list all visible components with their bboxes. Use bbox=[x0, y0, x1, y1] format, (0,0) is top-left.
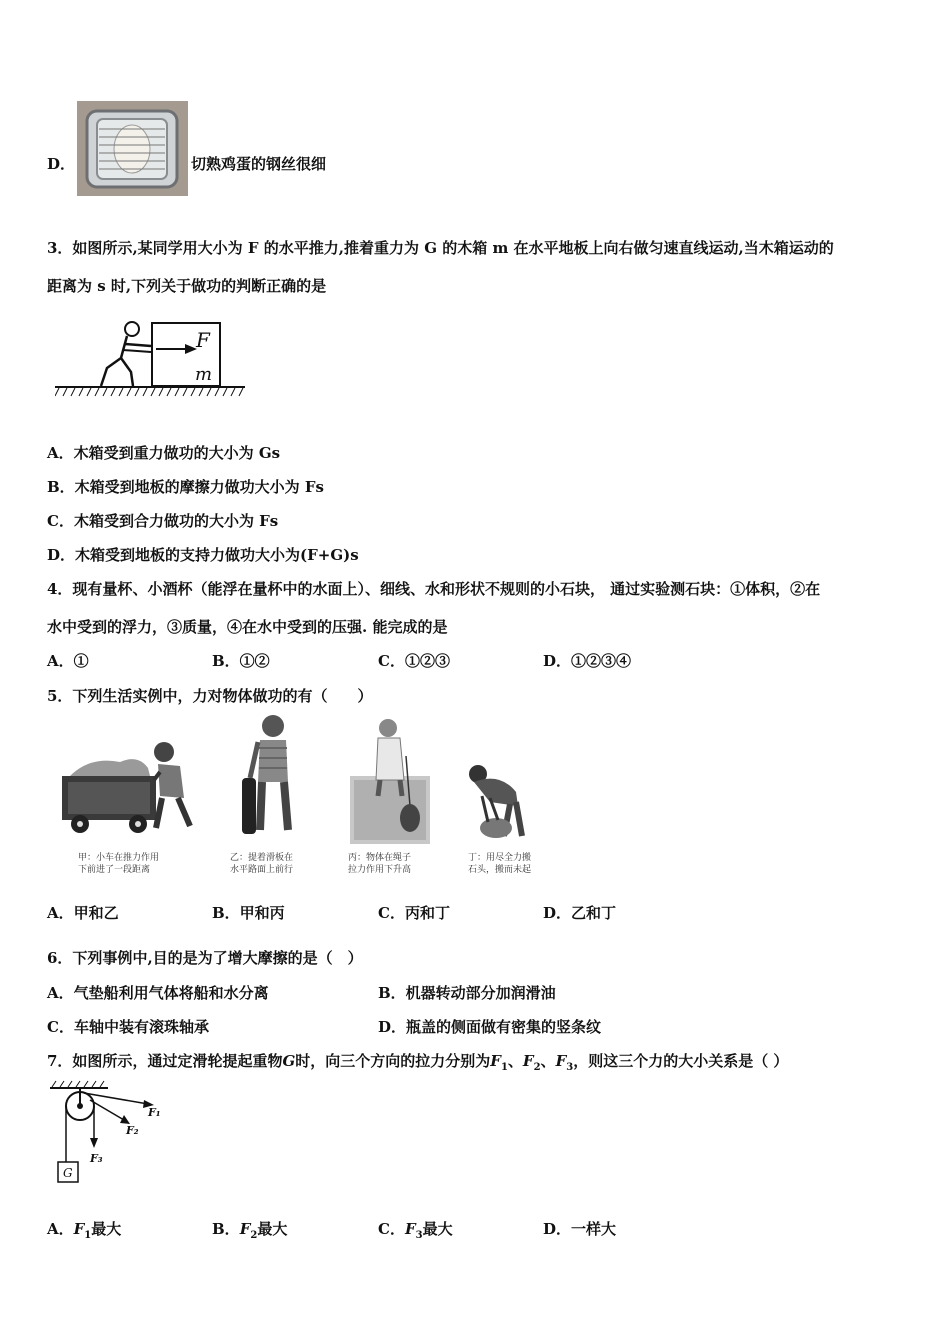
caption-ding: 丁：用尽全力搬 石头，搬而未起 bbox=[468, 853, 532, 875]
q5-option-d: D．乙和丁 bbox=[543, 904, 617, 922]
q4-option-c: C．①②③ bbox=[378, 652, 450, 670]
caption-bing: 丙：物体在绳子 拉力作用下升高 bbox=[348, 853, 412, 875]
pulley-figure bbox=[44, 1078, 174, 1190]
fig-weight-label: G bbox=[63, 1166, 73, 1180]
fig-force-label: F bbox=[196, 328, 210, 352]
fig-f2-label: F₂ bbox=[126, 1124, 139, 1137]
egg-slicer-photo bbox=[77, 101, 188, 196]
q4-option-a: A．① bbox=[47, 652, 89, 670]
q3-option-c: C．木箱受到合力做功的大小为 Fs bbox=[47, 512, 279, 530]
push-box-figure bbox=[55, 316, 247, 402]
rope-lift-illustration bbox=[350, 716, 430, 844]
q3-option-b: B．木箱受到地板的摩擦力做功大小为 Fs bbox=[47, 478, 324, 496]
q5-stem: 5．下列生活实例中，力对物体做功的有（ ） bbox=[47, 687, 373, 705]
fig-f1-label: F₁ bbox=[148, 1106, 161, 1119]
q2-option-d-text: 切熟鸡蛋的钢丝很细 bbox=[191, 155, 327, 173]
caption-jia: 甲：小车在推力作用 下前进了一段距离 bbox=[78, 853, 160, 875]
q3-stem-line1: 3．如图所示,某同学用大小为 F 的水平推力,推着重力为 G 的木箱 m 在水平地板上向右做匀速直线运动,当木箱运动的 bbox=[47, 239, 834, 257]
q3-stem-line2: 距离为 s 时,下列关于做功的判断正确的是 bbox=[47, 277, 327, 295]
skateboard-carry-illustration bbox=[238, 712, 308, 842]
q6-option-c: C．车轴中装有滚珠轴承 bbox=[47, 1018, 209, 1036]
q3-option-d: D．木箱受到地板的支持力做功大小为(F+G)s bbox=[47, 546, 359, 564]
q7-option-c: C．$F_3$最大 bbox=[378, 1220, 453, 1241]
q7-stem: 7．如图所示，通过定滑轮提起重物G时，向三个方向的拉力分别为$F_1$、$F_2$、$F_3$，则这三个力的大小关系是（ ） bbox=[47, 1052, 789, 1073]
q4-option-b: B．①② bbox=[212, 652, 270, 670]
q4-stem-line2: 水中受到的浮力，③质量，④在水中受到的压强. 能完成的是 bbox=[47, 618, 448, 636]
q7-option-a: A．$F_1$最大 bbox=[47, 1220, 122, 1241]
q4-stem-line1: 4．现有量杯、小酒杯（能浮在量杯中的水面上）、细线、水和形状不规则的小石块， 通过实验测石块：①体积，②在 bbox=[47, 580, 821, 598]
q7-option-d: D．一样大 bbox=[543, 1220, 617, 1238]
fig-f3-label: F₃ bbox=[90, 1152, 103, 1165]
caption-yi: 乙：提着滑板在 水平路面上前行 bbox=[230, 853, 294, 875]
q2-option-d-label: D． bbox=[47, 155, 76, 173]
q6-option-b: B．机器转动部分加润滑油 bbox=[378, 984, 556, 1002]
q5-option-a: A．甲和乙 bbox=[47, 904, 119, 922]
stone-lift-illustration bbox=[460, 762, 540, 842]
q6-option-a: A．气垫船利用气体将船和水分离 bbox=[47, 984, 269, 1002]
q6-option-d: D．瓶盖的侧面做有密集的竖条纹 bbox=[378, 1018, 602, 1036]
q7-option-b: B．$F_2$最大 bbox=[212, 1220, 288, 1241]
q4-option-d: D．①②③④ bbox=[543, 652, 632, 670]
cart-push-illustration bbox=[60, 738, 210, 838]
q5-option-b: B．甲和丙 bbox=[212, 904, 285, 922]
q6-stem: 6．下列事例中,目的是为了增大摩擦的是（ ） bbox=[47, 949, 363, 967]
q5-option-c: C．丙和丁 bbox=[378, 904, 450, 922]
q3-option-a: A．木箱受到重力做功的大小为 Gs bbox=[47, 444, 281, 462]
fig-mass-label: m bbox=[195, 364, 213, 385]
